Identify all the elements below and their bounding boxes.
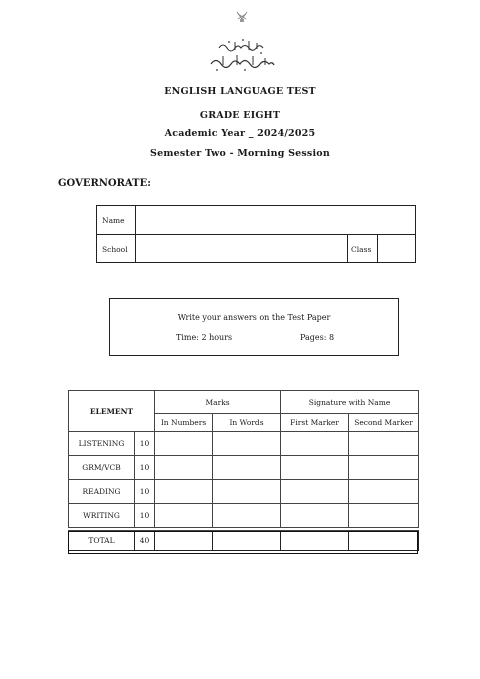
marks-table-wrap — [68, 390, 420, 556]
max-mark: 10 — [135, 432, 155, 456]
max-mark: 10 — [135, 480, 155, 504]
total-in-numbers-cell[interactable] — [155, 531, 213, 551]
element-name: READING — [69, 480, 135, 504]
first-marker-cell[interactable] — [281, 480, 349, 504]
marks-table — [68, 390, 419, 551]
ministry-logo — [205, 36, 279, 76]
session-title: Semester Two - Morning Session — [150, 148, 330, 159]
total-max: 40 — [135, 531, 155, 551]
marks-in-numbers-cell[interactable] — [155, 456, 213, 480]
table-row — [69, 480, 419, 504]
name-row — [97, 206, 415, 235]
grade-title: GRADE EIGHT — [199, 110, 281, 121]
marks-in-words-cell[interactable] — [213, 432, 281, 456]
table-row — [69, 456, 419, 480]
divider — [135, 206, 136, 234]
marks-in-numbers-cell[interactable] — [155, 432, 213, 456]
second-marker-cell[interactable] — [349, 504, 419, 528]
instructions-box — [109, 298, 399, 356]
page-count: Pages: 8 — [300, 333, 335, 342]
element-name: WRITING — [69, 504, 135, 528]
second-marker-cell[interactable] — [349, 432, 419, 456]
student-info-box — [96, 205, 416, 263]
school-label: School — [102, 245, 128, 254]
first-marker-cell[interactable] — [281, 456, 349, 480]
second-marker-cell[interactable] — [349, 480, 419, 504]
marks-in-words-cell[interactable] — [213, 456, 281, 480]
governorate-label: GOVERNORATE: — [58, 178, 151, 189]
time-allowed: Time: 2 hours — [176, 333, 233, 342]
name-label: Name — [102, 216, 125, 225]
instructions-text: Write your answers on the Test Paper — [177, 313, 331, 322]
max-mark: 10 — [135, 504, 155, 528]
signature-header: Signature with Name — [281, 391, 419, 414]
school-row — [97, 235, 415, 262]
marks-in-words-cell[interactable] — [213, 504, 281, 528]
marks-in-numbers-cell[interactable] — [155, 480, 213, 504]
element-name: LISTENING — [69, 432, 135, 456]
total-in-words-cell[interactable] — [213, 531, 281, 551]
marks-header: Marks — [155, 391, 281, 414]
first-marker-cell[interactable] — [281, 504, 349, 528]
total-second-marker-cell[interactable] — [349, 531, 419, 551]
marks-in-words-cell[interactable] — [213, 480, 281, 504]
class-label: Class — [351, 245, 372, 254]
second-marker-cell[interactable] — [349, 456, 419, 480]
total-row — [69, 531, 419, 551]
table-row — [69, 504, 419, 528]
table-row — [69, 432, 419, 456]
test-title: ENGLISH LANGUAGE TEST — [164, 86, 316, 97]
in-words-header: In Words — [213, 414, 281, 432]
first-marker-header: First Marker — [281, 414, 349, 432]
in-numbers-header: In Numbers — [155, 414, 213, 432]
academic-year: Academic Year _ 2024/2025 — [164, 128, 316, 139]
divider — [377, 235, 378, 262]
oman-emblem-icon — [234, 10, 250, 24]
divider — [347, 235, 348, 262]
total-label: TOTAL — [69, 531, 135, 551]
divider — [135, 235, 136, 262]
element-name: GRM/VCB — [69, 456, 135, 480]
first-marker-cell[interactable] — [281, 432, 349, 456]
total-first-marker-cell[interactable] — [281, 531, 349, 551]
marks-in-numbers-cell[interactable] — [155, 504, 213, 528]
second-marker-header: Second Marker — [349, 414, 419, 432]
element-header: ELEMENT — [69, 391, 155, 432]
max-mark: 10 — [135, 456, 155, 480]
